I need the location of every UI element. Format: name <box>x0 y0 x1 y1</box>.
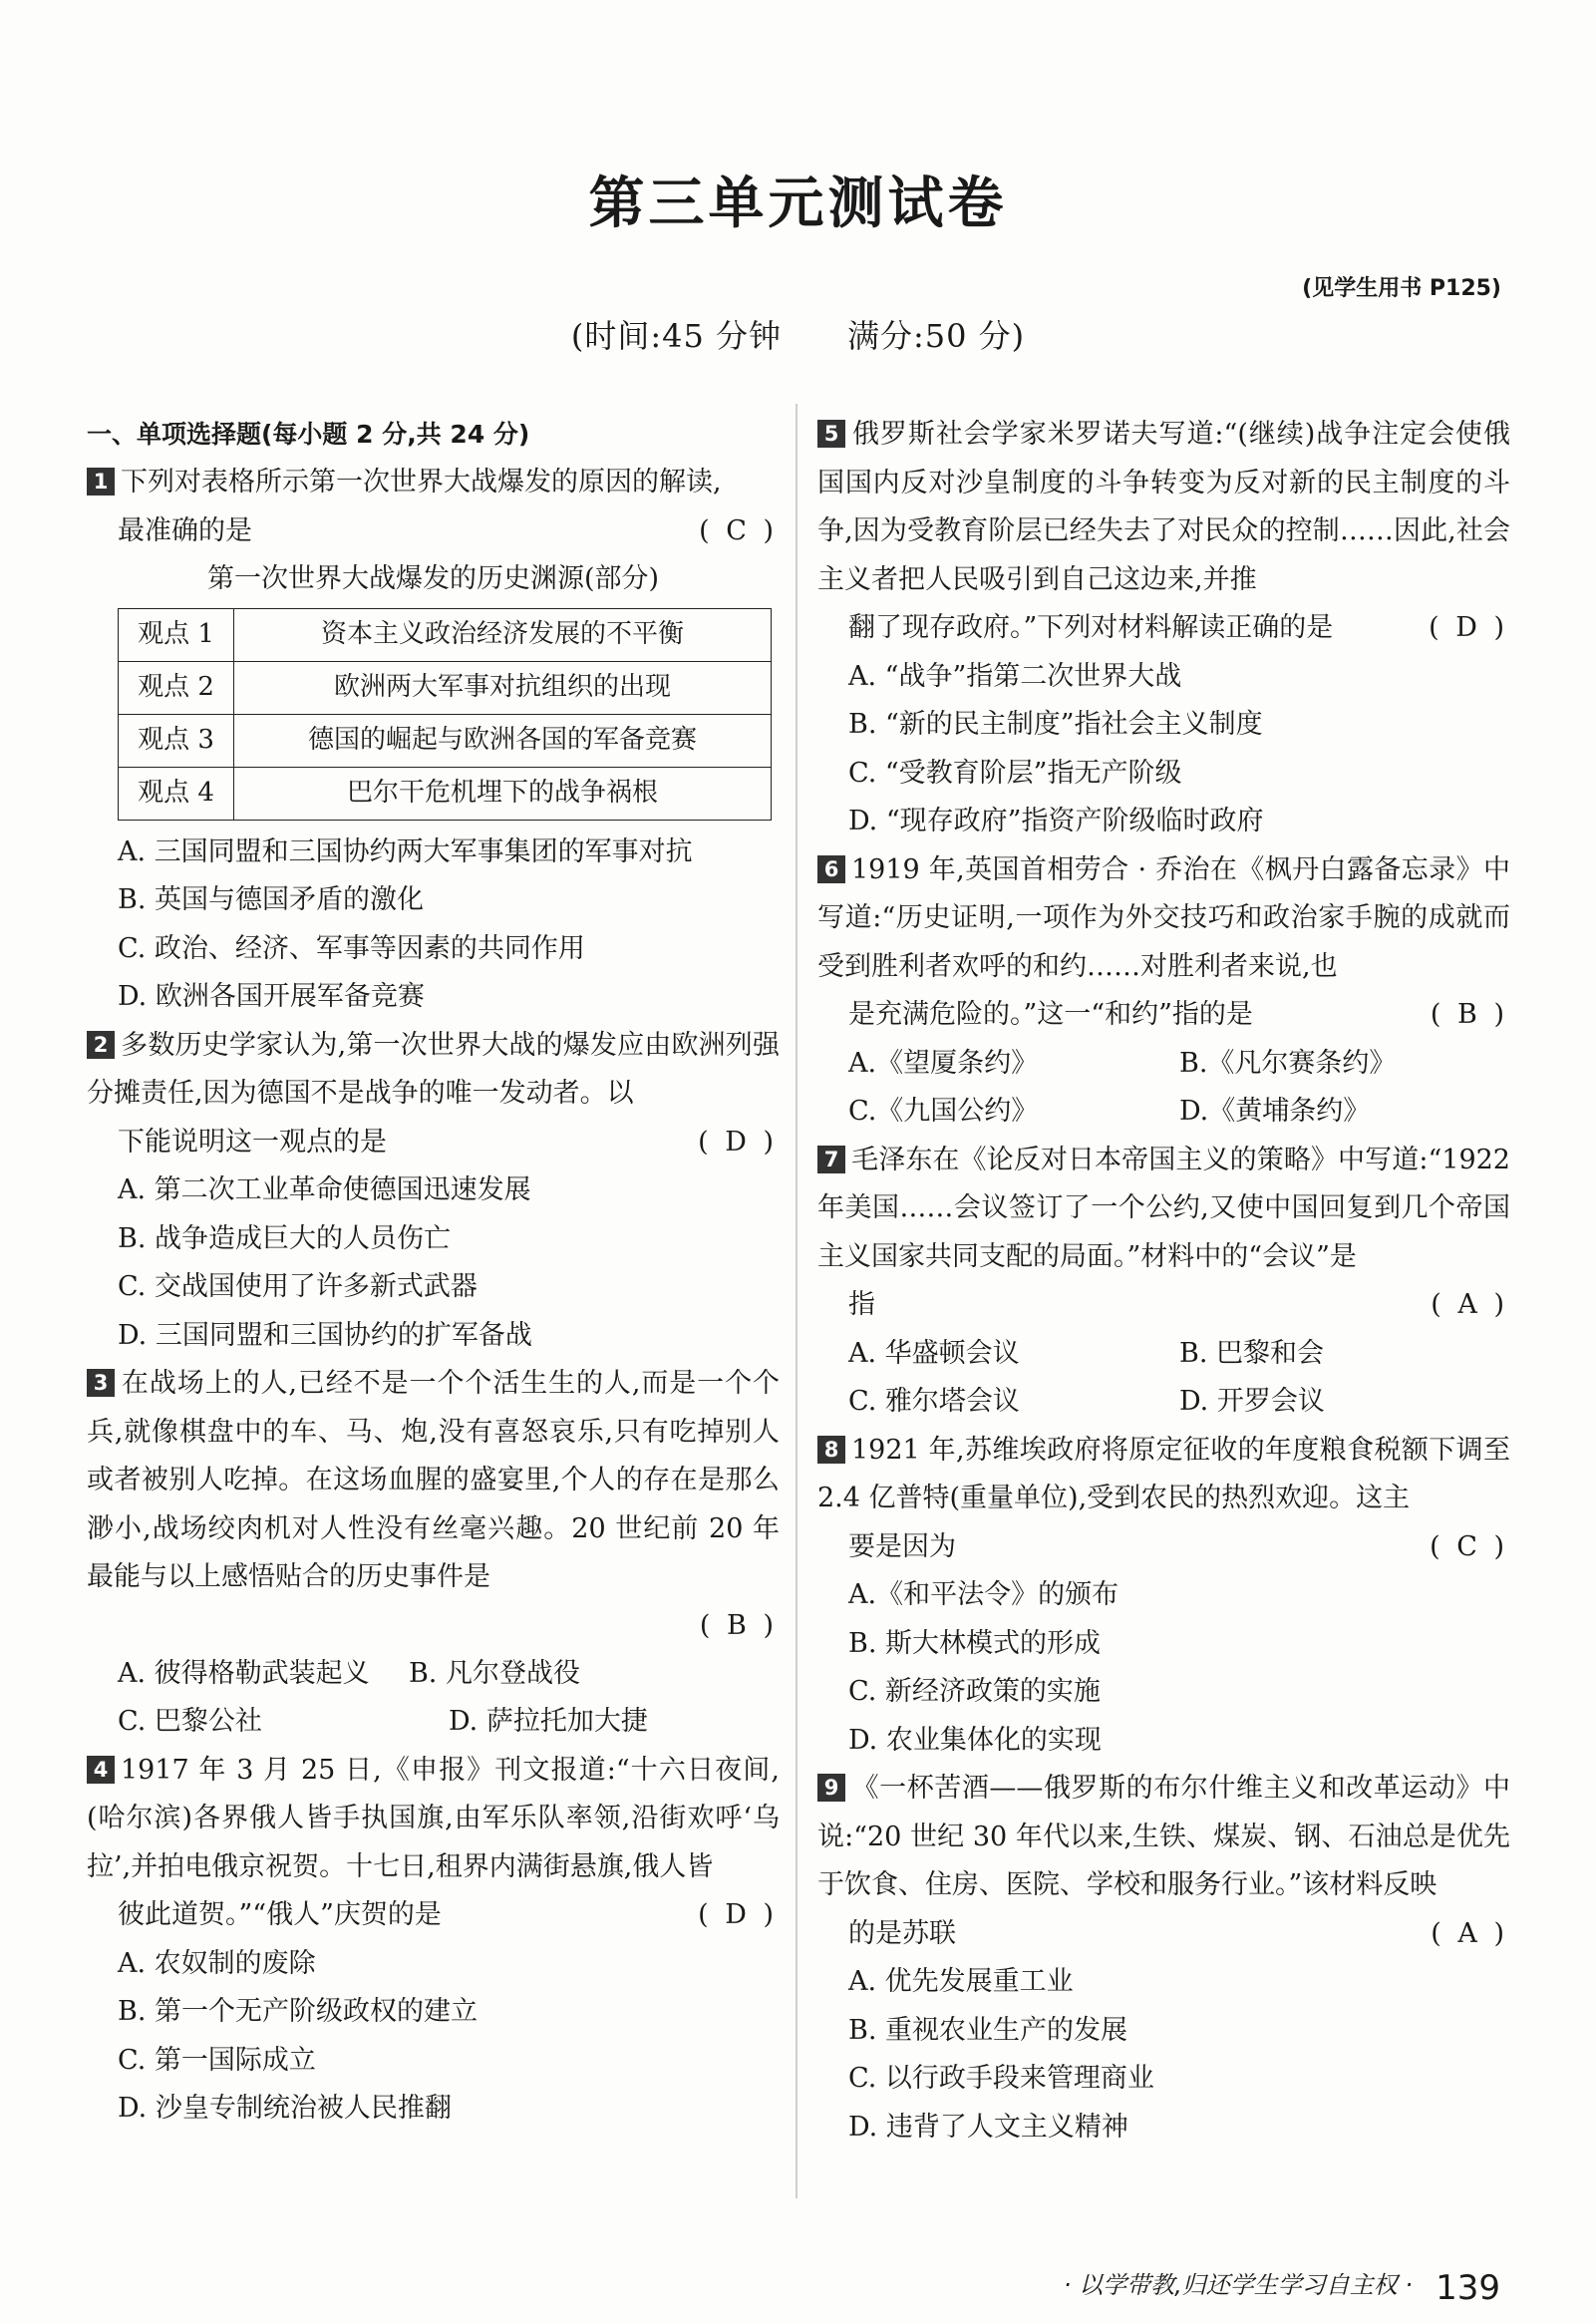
question-stem-end: 指 ( A ) <box>817 1281 1510 1330</box>
question-stem-end: 翻了现存政府。”下列对材料解读正确的是 ( D ) <box>817 604 1510 653</box>
answer-mark: ( A ) <box>1431 1917 1508 1949</box>
question-number: 4 <box>87 1756 115 1784</box>
question-6 <box>817 846 1510 1137</box>
answer-mark: ( C ) <box>1430 1530 1508 1562</box>
option-a: A. 三国同盟和三国协约两大军事集团的军事对抗 <box>118 835 693 867</box>
option-row <box>87 1698 780 1747</box>
question-number: 3 <box>87 1369 115 1397</box>
question-8 <box>817 1427 1510 1766</box>
question-stem: 8 1921 年,苏维埃政府将原定征收的年度粮食税额下调至 2.4 亿普特(重量单位),受到农民的热烈欢迎。这主 <box>817 1434 1510 1513</box>
option-b: B. 重视农业生产的发展 <box>848 2014 1128 2046</box>
option-a: A. 彼得格勒武装起义 <box>118 1657 370 1689</box>
question-stem-end: 要是因为 ( C ) <box>817 1523 1510 1572</box>
question-number: 9 <box>817 1774 845 1802</box>
question-9 <box>817 1765 1510 2152</box>
option-c: C. 巴黎公社 <box>118 1706 262 1737</box>
option-b: B. “新的民主制度”指社会主义制度 <box>848 709 1263 740</box>
option-c: C. “受教育阶层”指无产阶级 <box>848 757 1182 789</box>
option-row <box>817 1040 1510 1089</box>
option-b: B. 凡尔登战役 <box>408 1657 580 1689</box>
question-number: 7 <box>817 1146 845 1173</box>
table-row: 观点 1 资本主义政治经济发展的不平衡 <box>119 608 772 661</box>
option-d: D. 萨拉托加大捷 <box>449 1706 648 1737</box>
answer-mark: ( B ) <box>699 1609 778 1641</box>
page-footer <box>1064 2265 1500 2308</box>
footer-motto: · 以学带教,归还学生学习自主权 · <box>1063 2271 1413 2299</box>
table-caption: 第一次世界大战爆发的历史渊源(部分) <box>206 563 660 594</box>
question-stem: 3 在战场上的人,已经不是一个个活生生的人,而是一个个兵,就像棋盘中的车、马、炮,没有喜怒哀乐,只有吃掉别人或者被别人吃掉。在这场血腥的盛宴里,个人的存在是那么渺小,战场绞肉机对人性没有丝毫兴趣。20 世纪前 20 年最能与以上感悟贴合的历史事件是 <box>87 1368 780 1592</box>
option-c: C.《九国公约》 <box>848 1096 1039 1127</box>
option-d: D. 欧洲各国开展军备竞赛 <box>118 981 425 1012</box>
question-2 <box>87 1022 780 1361</box>
option-a: A. 第二次工业革命使德国迅速发展 <box>118 1174 531 1205</box>
option-a: A. 优先发展重工业 <box>848 1966 1074 1997</box>
option-d: D. 三国同盟和三国协约的扩军备战 <box>118 1319 532 1351</box>
viewpoint-table <box>118 608 772 821</box>
question-stem-end: 彼此道贺。”“俄人”庆贺的是 ( D ) <box>87 1891 780 1940</box>
answer-mark: ( D ) <box>698 1126 778 1158</box>
question-number: 6 <box>817 855 845 883</box>
question-stem: 7 毛泽东在《论反对日本帝国主义的策略》中写道:“1922 年美国……会议签订了一个公约,又使中国回复到几个帝国主义国家共同支配的局面。”材料中的“会议”是 <box>817 1144 1510 1272</box>
question-stem: 5 俄罗斯社会学家米罗诺夫写道:“(继续)战争注定会使俄国国内反对沙皇制度的斗争转变为反对新的民主制度的斗争,因为受教育阶层已经失去了对民众的控制……因此,社会主义者把人民吸引到自己这边来,并推 <box>817 419 1510 595</box>
page-title: 第三单元测试卷 <box>588 170 1008 236</box>
question-7 <box>817 1137 1510 1427</box>
question-3 <box>87 1360 780 1747</box>
question-stem-end: 的是苏联 ( A ) <box>817 1910 1510 1959</box>
page-number: 139 <box>1436 2268 1500 2308</box>
question-number: 8 <box>817 1436 845 1464</box>
option-b: B. 英国与德国矛盾的激化 <box>118 884 425 915</box>
question-stem: 1 下列对表格所示第一次世界大战爆发的原因的解读, <box>87 459 780 507</box>
option-row <box>817 1378 1510 1427</box>
question-stem-end: 是充满危险的。”这一“和约”指的是 ( B ) <box>817 991 1510 1040</box>
option-c: C. 交战国使用了许多新式武器 <box>118 1271 478 1302</box>
option-a: A. 华盛顿会议 <box>848 1337 1020 1369</box>
answer-mark: ( D ) <box>1429 612 1508 643</box>
question-stem: 4 1917 年 3 月 25 日,《申报》刊文报道:“十六日夜间,(哈尔滨)各界俄人皆手执国旗,由军乐队率领,沿街欢呼‘乌拉’,并拍电俄京祝贺。十七日,租界内满街悬旗,俄人皆 <box>87 1754 780 1882</box>
option-b: B. 斯大林模式的形成 <box>848 1627 1102 1659</box>
table-row: 观点 3 德国的崛起与欧洲各国的军备竞赛 <box>119 714 772 767</box>
left-column <box>87 411 780 2134</box>
question-stem-end: 最准确的是 ( C ) <box>87 507 780 556</box>
table-row: 观点 4 巴尔干危机埋下的战争祸根 <box>119 767 772 820</box>
option-d: D. 沙皇专制统治被人民推翻 <box>118 2093 452 2124</box>
question-stem: 6 1919 年,英国首相劳合 · 乔治在《枫丹白露备忘录》中写道:“历史证明,一项作为外交技巧和政治家手腕的成就而受到胜利者欢呼的和约……对胜利者来说,也 <box>817 853 1510 982</box>
option-row <box>817 1330 1510 1379</box>
option-d: D. 农业集体化的实现 <box>848 1724 1102 1756</box>
option-c: C. 新经济政策的实施 <box>848 1676 1101 1707</box>
question-stem: 9 《一杯苦酒——俄罗斯的布尔什维主义和改革运动》中说:“20 世纪 30 年代以来,生铁、煤炭、钢、石油总是优先于饮食、住房、医院、学校和服务行业。”该材料反映 <box>817 1773 1510 1900</box>
option-b: B. 第一个无产阶级政权的建立 <box>118 1996 479 2027</box>
question-1 <box>87 459 780 1022</box>
column-divider <box>796 404 798 2198</box>
option-row <box>87 1650 700 1699</box>
question-4 <box>87 1747 780 2134</box>
student-book-reference: (见学生用书 P125) <box>1302 276 1501 301</box>
answer-mark: ( B ) <box>1430 999 1508 1030</box>
option-d: D. “现存政府”指资产阶级临时政府 <box>848 806 1264 836</box>
question-stem: 2 多数历史学家认为,第一次世界大战的爆发应由欧洲列强分摊责任,因为德国不是战争的唯一发动者。以 <box>87 1029 780 1109</box>
option-c: C. 政治、经济、军事等因素的共同作用 <box>118 932 585 964</box>
answer-mark: ( A ) <box>1431 1289 1508 1320</box>
question-stem-end: 下能说明这一观点的是 ( D ) <box>87 1119 780 1167</box>
option-b: B.《凡尔赛条约》 <box>1179 1047 1397 1079</box>
question-number: 5 <box>817 420 845 448</box>
option-b: B. 巴黎和会 <box>1179 1337 1325 1369</box>
option-c: C. 以行政手段来管理商业 <box>848 2063 1154 2094</box>
question-number: 1 <box>87 468 115 496</box>
section-heading: 一、单项选择题(每小题 2 分,共 24 分) <box>87 420 530 449</box>
option-a: A. “战争”指第二次世界大战 <box>848 660 1182 692</box>
answer-mark: ( D ) <box>698 1899 778 1930</box>
option-a: A.《和平法令》的颁布 <box>848 1579 1119 1610</box>
option-c: C. 雅尔塔会议 <box>848 1386 1020 1417</box>
option-a: A. 农奴制的废除 <box>118 1947 316 1979</box>
answer-mark: ( C ) <box>699 514 778 546</box>
time-and-score-info: (时间:45 分钟 满分:50 分) <box>570 317 1026 355</box>
question-stem-end <box>87 1602 780 1650</box>
question-5 <box>817 411 1510 846</box>
option-d: D. 违背了人文主义精神 <box>848 2111 1128 2143</box>
option-b: B. 战争造成巨大的人员伤亡 <box>118 1222 452 1254</box>
table-row: 观点 2 欧洲两大军事对抗组织的出现 <box>119 661 772 714</box>
option-c: C. 第一国际成立 <box>118 2044 316 2076</box>
right-column <box>817 411 1510 2152</box>
option-d: D.《黄埔条约》 <box>1179 1096 1371 1127</box>
option-row <box>817 1088 1510 1137</box>
question-number: 2 <box>87 1031 115 1059</box>
option-a: A.《望厦条约》 <box>848 1047 1039 1079</box>
option-d: D. 开罗会议 <box>1179 1386 1325 1417</box>
